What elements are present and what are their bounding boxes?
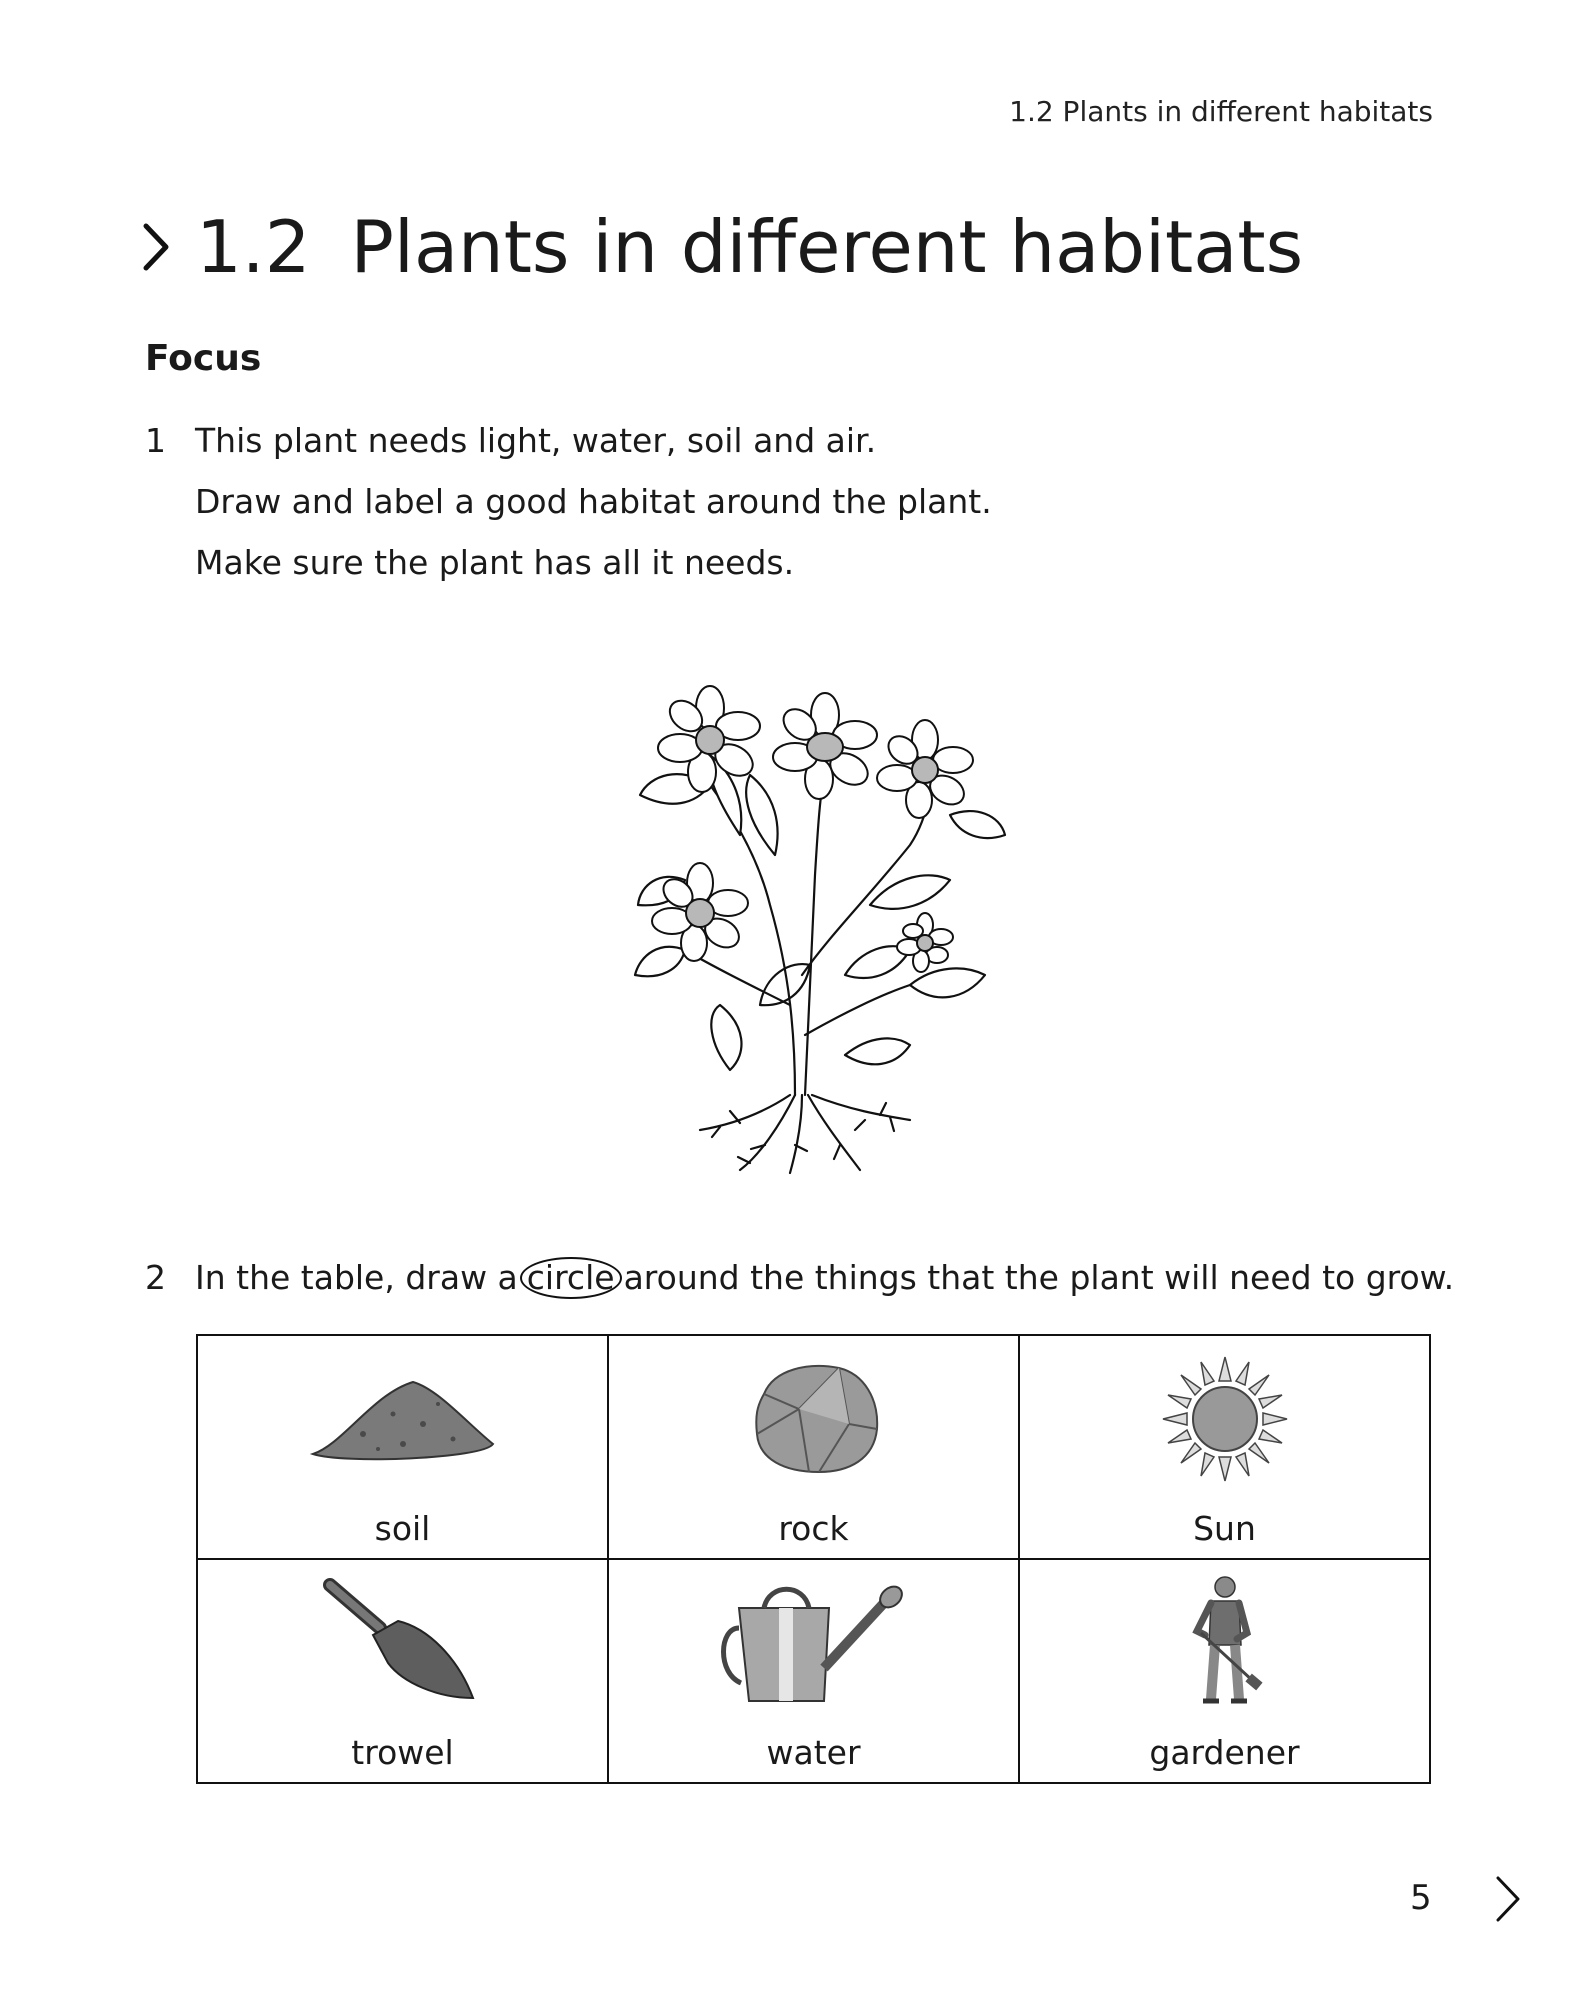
running-header: 1.2 Plants in different habitats	[1009, 95, 1433, 128]
table-row	[197, 1559, 1430, 1783]
items-table	[196, 1334, 1431, 1784]
page-title	[142, 205, 1303, 289]
chevron-right-icon	[142, 222, 170, 272]
soil-pile-icon	[303, 1364, 503, 1474]
cell-label: Sun	[1193, 1509, 1256, 1548]
chevron-right-icon[interactable]	[1495, 1875, 1521, 1923]
cell-label: soil	[374, 1509, 431, 1548]
question-line: This plant needs light, water, soil and air.	[195, 421, 877, 460]
table-cell-rock[interactable]	[608, 1335, 1019, 1559]
cell-label: trowel	[351, 1733, 454, 1772]
trowel-icon	[318, 1573, 488, 1713]
question-text-after: around the things that the plant will need to grow.	[623, 1258, 1455, 1297]
table-cell-water[interactable]	[608, 1559, 1019, 1783]
cell-label: water	[766, 1733, 861, 1772]
sun-icon	[1160, 1354, 1290, 1484]
plant-illustration	[590, 675, 1040, 1175]
question-line: Draw and label a good habitat around the plant.	[195, 482, 992, 521]
circled-word: circle	[520, 1257, 622, 1299]
table-cell-soil[interactable]	[197, 1335, 608, 1559]
table-cell-sun[interactable]	[1019, 1335, 1430, 1559]
question-number: 1	[145, 421, 166, 460]
watering-can-icon	[709, 1573, 919, 1713]
table-cell-gardener[interactable]	[1019, 1559, 1430, 1783]
question-text-before: In the table, draw a	[195, 1258, 518, 1297]
rock-icon	[739, 1354, 889, 1484]
cell-label: gardener	[1149, 1733, 1300, 1772]
title-number: 1.2	[196, 205, 311, 289]
question-line: Make sure the plant has all it needs.	[195, 543, 795, 582]
page-number: 5	[1410, 1878, 1432, 1918]
table-row	[197, 1335, 1430, 1559]
gardener-icon	[1175, 1573, 1275, 1713]
section-heading: Focus	[145, 338, 262, 379]
table-cell-trowel[interactable]	[197, 1559, 608, 1783]
question-number: 2	[145, 1258, 166, 1297]
title-text: Plants in different habitats	[350, 205, 1304, 289]
cell-label: rock	[778, 1509, 849, 1548]
